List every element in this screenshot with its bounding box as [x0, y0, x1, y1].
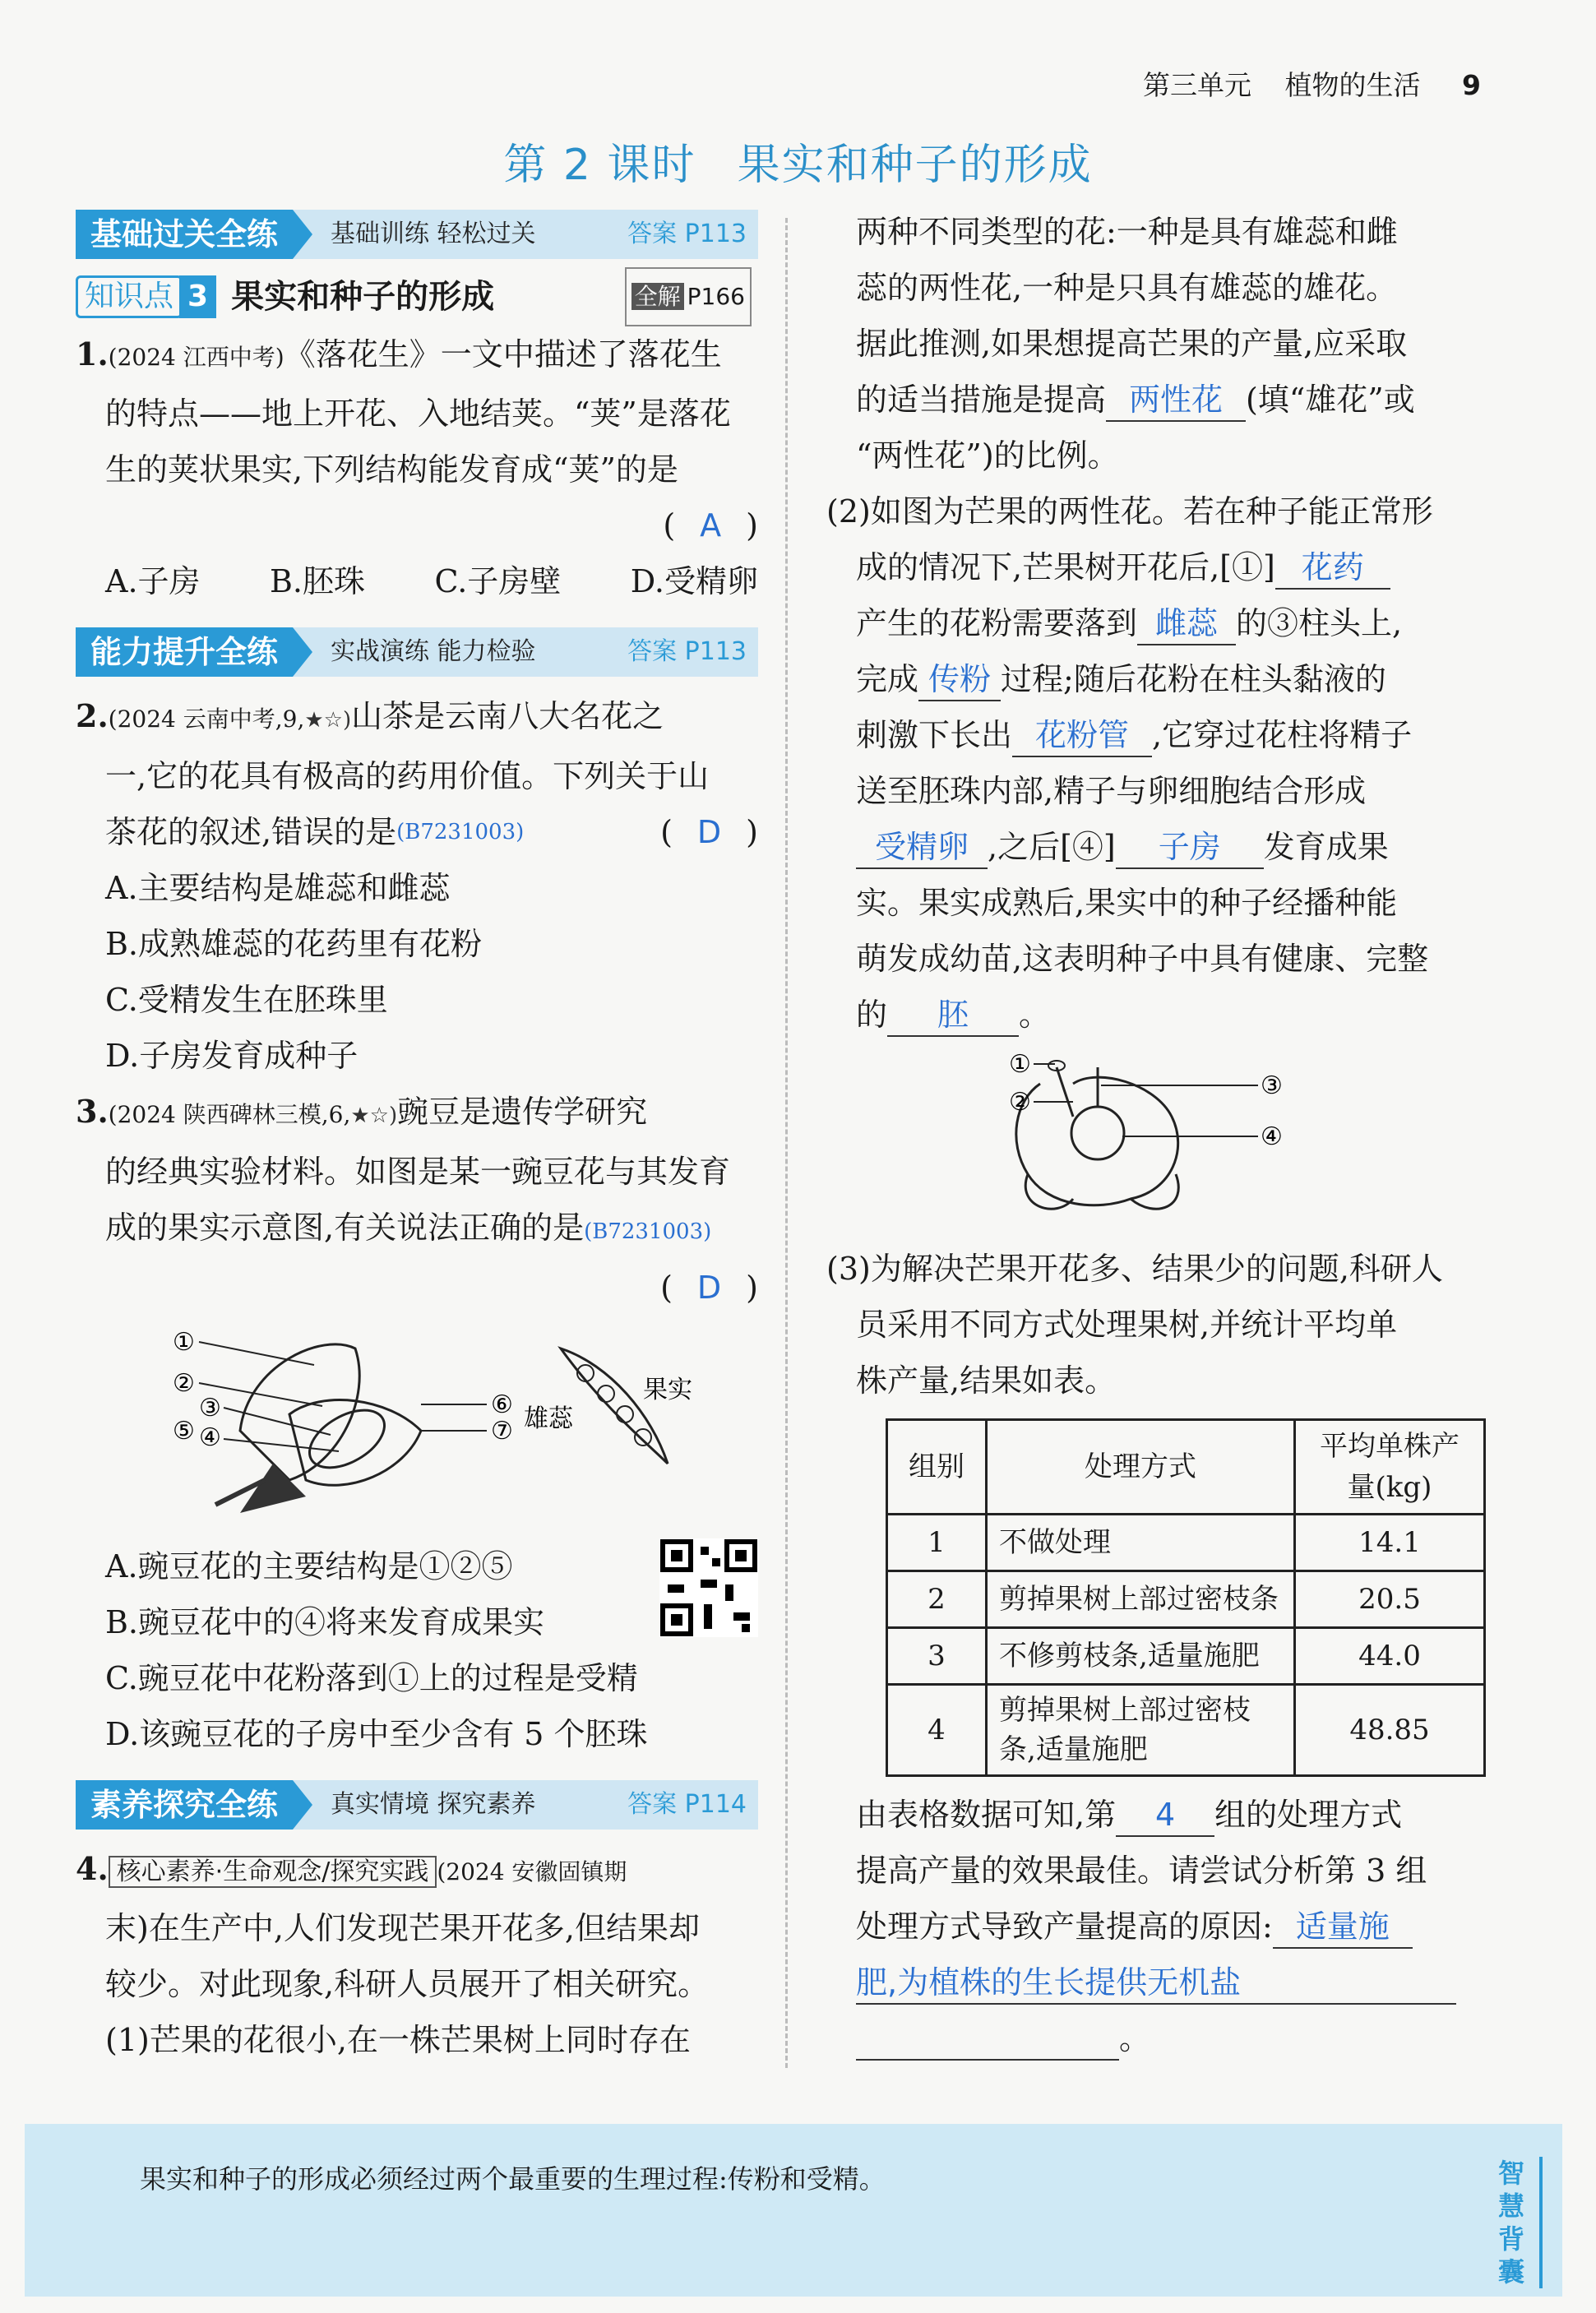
- svg-text:③: ③: [199, 1394, 221, 1422]
- svg-text:⑥: ⑥: [491, 1390, 513, 1419]
- answer-blank: 子房: [1116, 826, 1264, 869]
- svg-text:雄蕊: 雄蕊: [524, 1404, 573, 1433]
- table-header-row: 组别 处理方式 平均单株产量(kg): [887, 1420, 1485, 1515]
- answer-ref: 答案 P113: [627, 220, 747, 248]
- page-title: 第 2 课时 果实和种子的形成: [503, 141, 1093, 190]
- answer-blank: 雌蕊: [1137, 603, 1236, 645]
- section-basic-banner: 基础过关全练 基础训练 轻松过关 答案 P113: [76, 210, 758, 259]
- answer-blank: 肥,为植株的生长提供无机盐: [856, 1962, 1456, 2005]
- tip-text: 果实和种子的形成必须经过两个最重要的生理过程:传粉和受精。: [140, 2163, 886, 2195]
- yield-table: [886, 1418, 1486, 1777]
- question-4-intro: 4. 核心素养·生命观念/探究实践 (2024 安徽固镇期 末)在生产中,人们发现芒果开花多,但结果却 较少。对此现象,科研人员展开了相关研究。 (1)芒果的花很小,在一株芒果树上同时存在: [76, 1850, 710, 2058]
- question-2: 2.(2024 云南中考,9,★☆)山茶是云南八大名花之 一,它的花具有极高的药用价值。下列关于山 茶花的叙述,错误的是 (B7231003) ( D ) A.主要结构是雄蕊和雌蕊 B.成熟雄蕊的花药里有花粉 C.受精发生在胚珠里 D.子房发育成种子: [76, 697, 758, 1074]
- svg-text:③: ③: [1261, 1071, 1283, 1100]
- svg-text:⑦: ⑦: [491, 1417, 513, 1446]
- answer-blank: 适量施: [1273, 1906, 1413, 1949]
- answer-q2: D: [696, 814, 722, 850]
- table-row: 2 剪掉果树上部过密枝条 20.5: [887, 1571, 1485, 1628]
- question-3: 3.(2024 陕西碑林三模,6,★☆)豌豆是遗传学研究 的经典实验材料。如图是某一豌豆花与其发育 成的果实示意图,有关说法正确的是(B7231003) ( D ) ① ② ③ ⑤ ④ ⑥ ⑦ 雄蕊 果实 A.豌豆花的主要结构是①②⑤ B.豌豆花中的④将来发育成果实 C.豌豆花中花粉落到①上的过程是受精 D.该豌豆花的子房中至少含有 5 个胚珠: [76, 1093, 758, 1752]
- knowledge-point: 知识点 3 果实和种子的形成 全解 P166: [76, 271, 758, 323]
- answer-blank: 受精卵: [856, 826, 988, 869]
- svg-text:①: ①: [173, 1328, 195, 1357]
- tip-footer: [25, 2124, 1562, 2297]
- options-q1: A.子房 B.胚珠 C.子房壁 D.受精卵: [105, 563, 758, 599]
- svg-text:②: ②: [1009, 1088, 1031, 1117]
- question-1: 1.(2024 江西中考)《落花生》一文中描述了落花生 的特点——地上开花、入地结荚。“荚”是落花 生的荚状果实,下列结构能发育成“荚”的是 ( A ) A.子房 B.胚珠 C.子房壁 D.受精卵: [76, 326, 758, 609]
- table-row: 1 不做处理 14.1: [887, 1515, 1485, 1571]
- table-row: 4 剪掉果树上部过密枝条,适量施肥 48.85: [887, 1685, 1485, 1776]
- svg-text:⑤: ⑤: [173, 1417, 195, 1446]
- svg-text:②: ②: [173, 1369, 195, 1398]
- pea-flower-figure: [76, 1316, 758, 1521]
- qr-code-icon[interactable]: [659, 1538, 758, 1637]
- answer-blank: 传粉: [918, 659, 1001, 701]
- tip-side-label: 智慧背囊: [1498, 2157, 1543, 2288]
- right-column: 两种不同类型的花:一种是具有雄蕊和雌 蕊的两性花,一种是只具有雄蕊的雄花。 据此推测,如果想提高芒果的产量,应采取 的适当措施是提高 两性花 (填“雄花”或 “两性花”)的比例。 (2)如图为芒果的两性花。若在种子能正常形 成的情况下,芒果树开花后,[①] 花药 产生的花粉需要落到 雌蕊 的③柱头上, 完成 传粉 过程;随后花粉在柱头黏液的 刺激下长出 花粉管 ,它穿过花柱将精子 送至胚珠内部,精子与卵细胞结合形成 受精卵 ,之后[④] 子房 发育成果 实。果实成熟后,果实中的种子经播种能 萌发成幼苗,这表明种子中具有健康、完整 的 胚 。 ① ② ③ ④ (3)为解决芒果开花多、结果少的问题,科研人 员采用不同方式处理果树,并统计平均单 株产量,结果如表。 组别 处理方式 平均单株产量(kg) 1 不做处理 14.1 2 剪掉果树上部过密枝条 20.5 3 不修剪枝条,适量施肥 44.0 4 剪掉果树上部过密枝条,适量施肥 48.85 由表格数据可知,第 4 组的处理方式 提高产量的效果最佳。请尝试分析第 3 组 处理方式导致产量提高的原因: 适量施 肥,为植株的生长提供无机盐 。: [826, 204, 1492, 2066]
- answer-ref: 答案 P114: [627, 1790, 747, 1819]
- answer-q1: A: [700, 507, 722, 544]
- answer-ref: 答案 P113: [627, 637, 747, 666]
- answer-blank: 胚: [887, 994, 1019, 1037]
- section-ability-banner: 能力提升全练 实战演练 能力检验 答案 P113: [76, 627, 758, 677]
- left-column: [76, 210, 758, 2068]
- answer-q3: D: [696, 1270, 722, 1306]
- unit-label: 第三单元: [1143, 69, 1252, 101]
- answer-blank: 4: [1116, 1794, 1214, 1837]
- mango-flower-figure: [826, 1043, 1492, 1224]
- page-number: 9: [1462, 69, 1481, 101]
- svg-text:④: ④: [1261, 1122, 1283, 1151]
- column-divider: [785, 218, 788, 2068]
- page-header: [1143, 64, 1481, 103]
- svg-text:①: ①: [1009, 1050, 1031, 1079]
- section-literacy-banner: 素养探究全练 真实情境 探究素养 答案 P114: [76, 1780, 758, 1830]
- answer-blank: 两性花: [1106, 379, 1246, 422]
- svg-text:④: ④: [199, 1423, 221, 1452]
- svg-text:果实: 果实: [643, 1376, 692, 1404]
- answer-blank: 花粉管: [1012, 715, 1152, 757]
- table-row: 3 不修剪枝条,适量施肥 44.0: [887, 1628, 1485, 1685]
- answer-blank: 花药: [1275, 547, 1390, 590]
- topic-label: 植物的生活: [1284, 69, 1421, 101]
